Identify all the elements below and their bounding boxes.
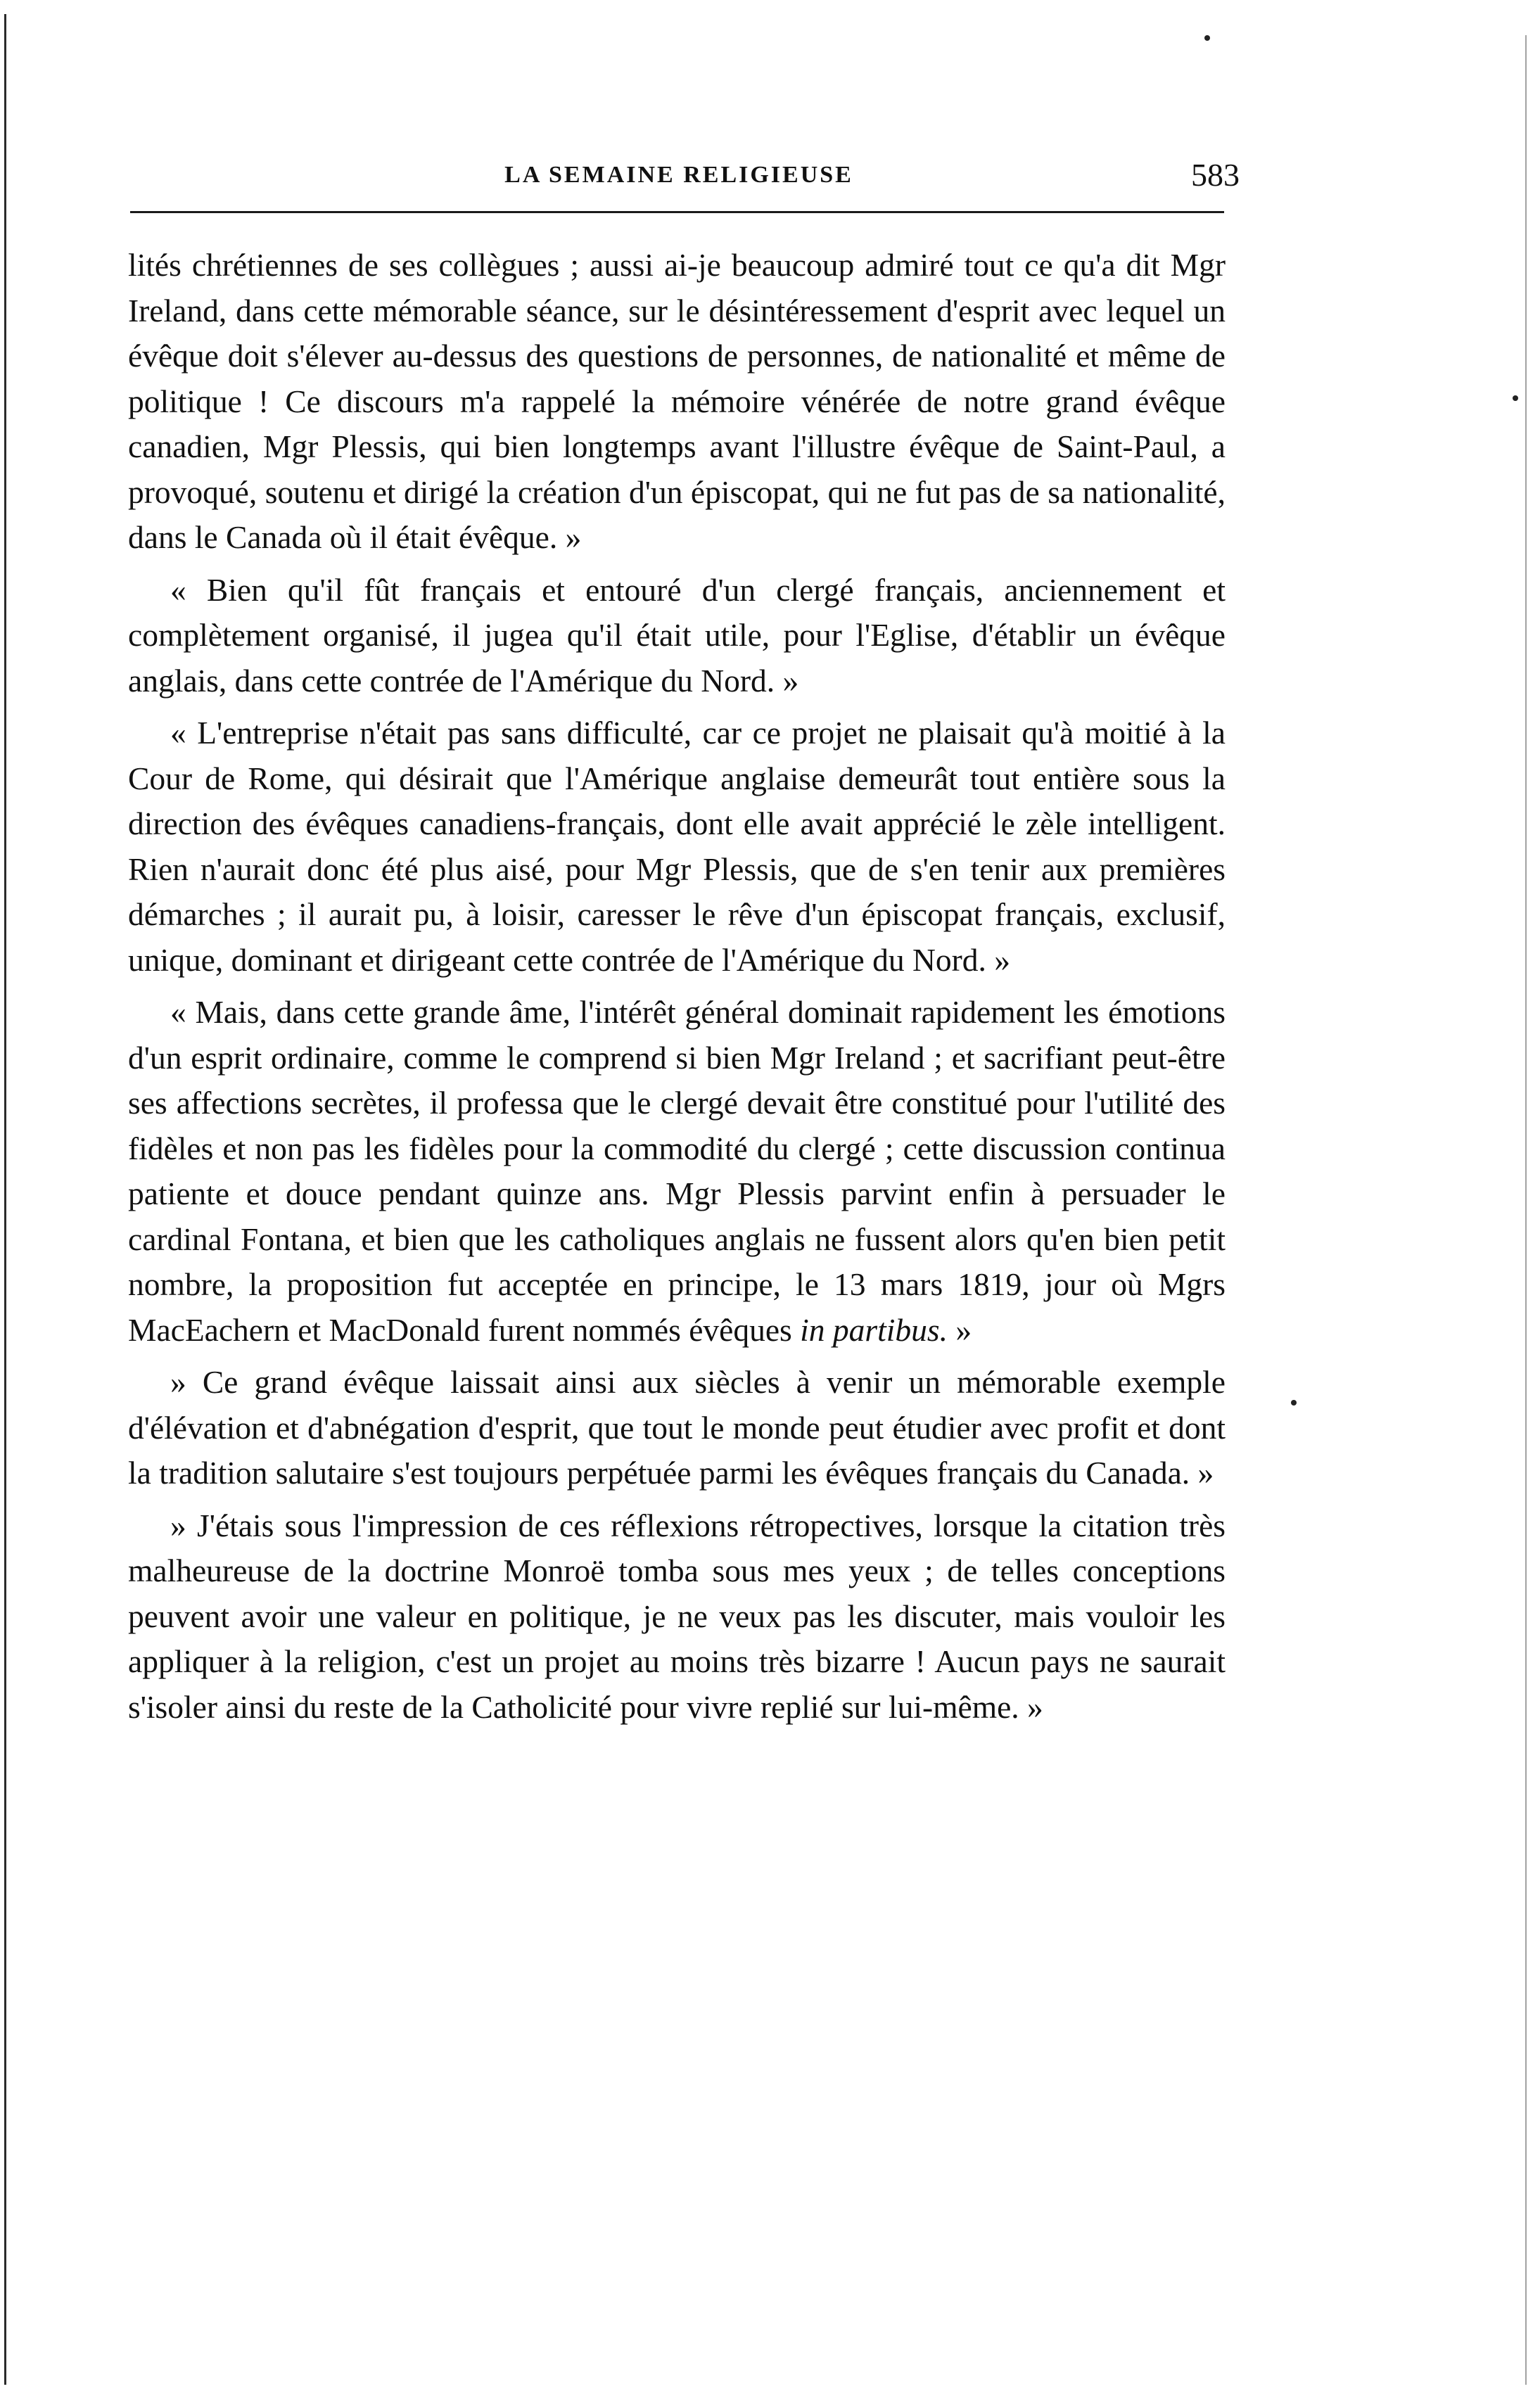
scan-edge-right <box>1525 35 1527 2385</box>
paragraph-4-text: « Mais, dans cette grande âme, l'intérêt général dominait rapidement les émotions d'un esprit ordinaire, comme le comprend si bien Mgr Ireland ; et sacrifiant peut-être ses affections secrètes, il professa que le clergé devait être constitué pour l'utilité des fidèles et non pas les fidèles pour la commodité du clergé ; cette discussion continua patiente et douce pendant quinze ans. Mgr Plessis parvint enfin à persuader le cardinal Fontana, et bien que les catholiques anglais ne fussent alors qu'en bien petit nombre, la proposition fut acceptée en principe, le 13 mars 1819, jour où Mgrs MacEachern et MacDonald furent nommés évêques <box>128 994 1226 1348</box>
scan-speck <box>1291 1400 1297 1406</box>
page-number: 583 <box>1191 157 1240 193</box>
paragraph-4-close: » <box>947 1311 972 1348</box>
paragraph-4 <box>128 990 1226 1353</box>
scan-edge-left <box>4 14 6 2385</box>
paragraph-1: lités chrétiennes de ses collègues ; aussi ai-je beaucoup admiré tout ce qu'a dit Mgr Ireland, dans cette mémorable séance, sur le désintéressement d'esprit avec lequel un évêque doit s'élever au-dessus des questions de personnes, de nationalité et même de politique ! Ce discours m'a rappelé la mémoire vénérée de notre grand évêque canadien, Mgr Plessis, qui bien longtemps avant l'illustre évêque de Saint-Paul, a provoqué, soutenu et dirigé la création d'un épiscopat, qui ne fut pas de sa nationalité, dans le Canada où il était évêque. » <box>128 247 1226 555</box>
in-partibus-italic: in partibus. <box>800 1311 948 1348</box>
body-text <box>128 243 1226 1737</box>
scan-speck <box>1204 35 1210 41</box>
paragraph-6: » J'étais sous l'impression de ces réflexions rétropectives, lorsque la citation très malheureuse de la doctrine Monroë tomba sous mes yeux ; de telles conceptions peuvent avoir une valeur en politique, je ne veux pas les discuter, mais vouloir les appliquer à la religion, c'est un projet au moins très bizarre ! Aucun pays ne saurait s'isoler ainsi du reste de la Catholicité pour vivre replié sur lui-même. » <box>128 1507 1226 1725</box>
scan-speck <box>1513 395 1518 401</box>
page-header <box>134 156 1240 198</box>
header-rule <box>130 211 1224 213</box>
paragraph-5: » Ce grand évêque laissait ainsi aux siècles à venir un mémorable exemple d'élévation et d'abnégation d'esprit, que tout le monde peut étudier avec profit et dont la tradition salutaire s'est toujours perpétuée parmi les évêques français du Canada. » <box>128 1364 1226 1491</box>
paragraph-3: « L'entreprise n'était pas sans difficulté, car ce projet ne plaisait qu'à moitié à la Cour de Rome, qui désirait que l'Amérique anglaise demeurât tout entière sous la direction des évêques canadiens-français, dont elle avait apprécié le zèle intelligent. Rien n'aurait donc été plus aisé, pour Mgr Plessis, que de s'en tenir aux premières démarches ; il aurait pu, à loisir, caresser le rêve d'un épiscopat français, exclusif, unique, dominant et dirigeant cette contrée de l'Amérique du Nord. » <box>128 715 1226 978</box>
running-title: LA SEMAINE RELIGIEUSE <box>504 162 853 188</box>
paragraph-2: « Bien qu'il fût français et entouré d'un clergé français, anciennement et complètement organisé, il jugea qu'il était utile, pour l'Eglise, d'établir un évêque anglais, dans cette contrée de l'Amérique du Nord. » <box>128 571 1226 699</box>
